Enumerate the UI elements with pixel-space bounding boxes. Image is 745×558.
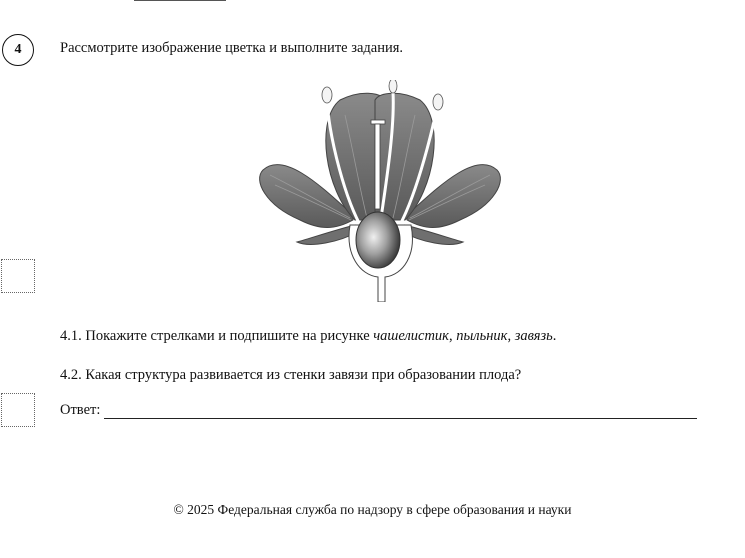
top-rule: [134, 0, 226, 1]
answer-label: Ответ:: [60, 402, 101, 418]
question-4-1: [60, 328, 556, 345]
task-number: 4: [14, 42, 22, 57]
footer-copyright: © 2025 Федеральная служба по надзору в сфере образования и науки: [173, 502, 572, 517]
answer-line[interactable]: [104, 404, 697, 419]
term-sepal: чашелистик: [373, 328, 449, 344]
question-4-1-prefix: 4.1. Покажите стрелками и подпишите на рисунке: [60, 328, 374, 344]
term-anther: пыльник: [456, 328, 508, 344]
answer-row: [60, 402, 697, 419]
score-box-4-1[interactable]: [1, 259, 35, 293]
question-4-1-suffix: .: [552, 328, 557, 344]
question-4-2: 4.2. Какая структура развивается из стенки завязи при образовании плода?: [60, 367, 522, 383]
separator: ,: [448, 328, 457, 344]
ovary: [356, 212, 400, 268]
separator: ,: [507, 328, 515, 344]
score-box-4-2[interactable]: [1, 393, 35, 427]
flower-diagram: [245, 80, 515, 302]
task-number-badge: [2, 34, 34, 66]
term-ovary: завязь: [514, 328, 553, 344]
task-intro: Рассмотрите изображение цветка и выполните задания.: [60, 40, 404, 56]
